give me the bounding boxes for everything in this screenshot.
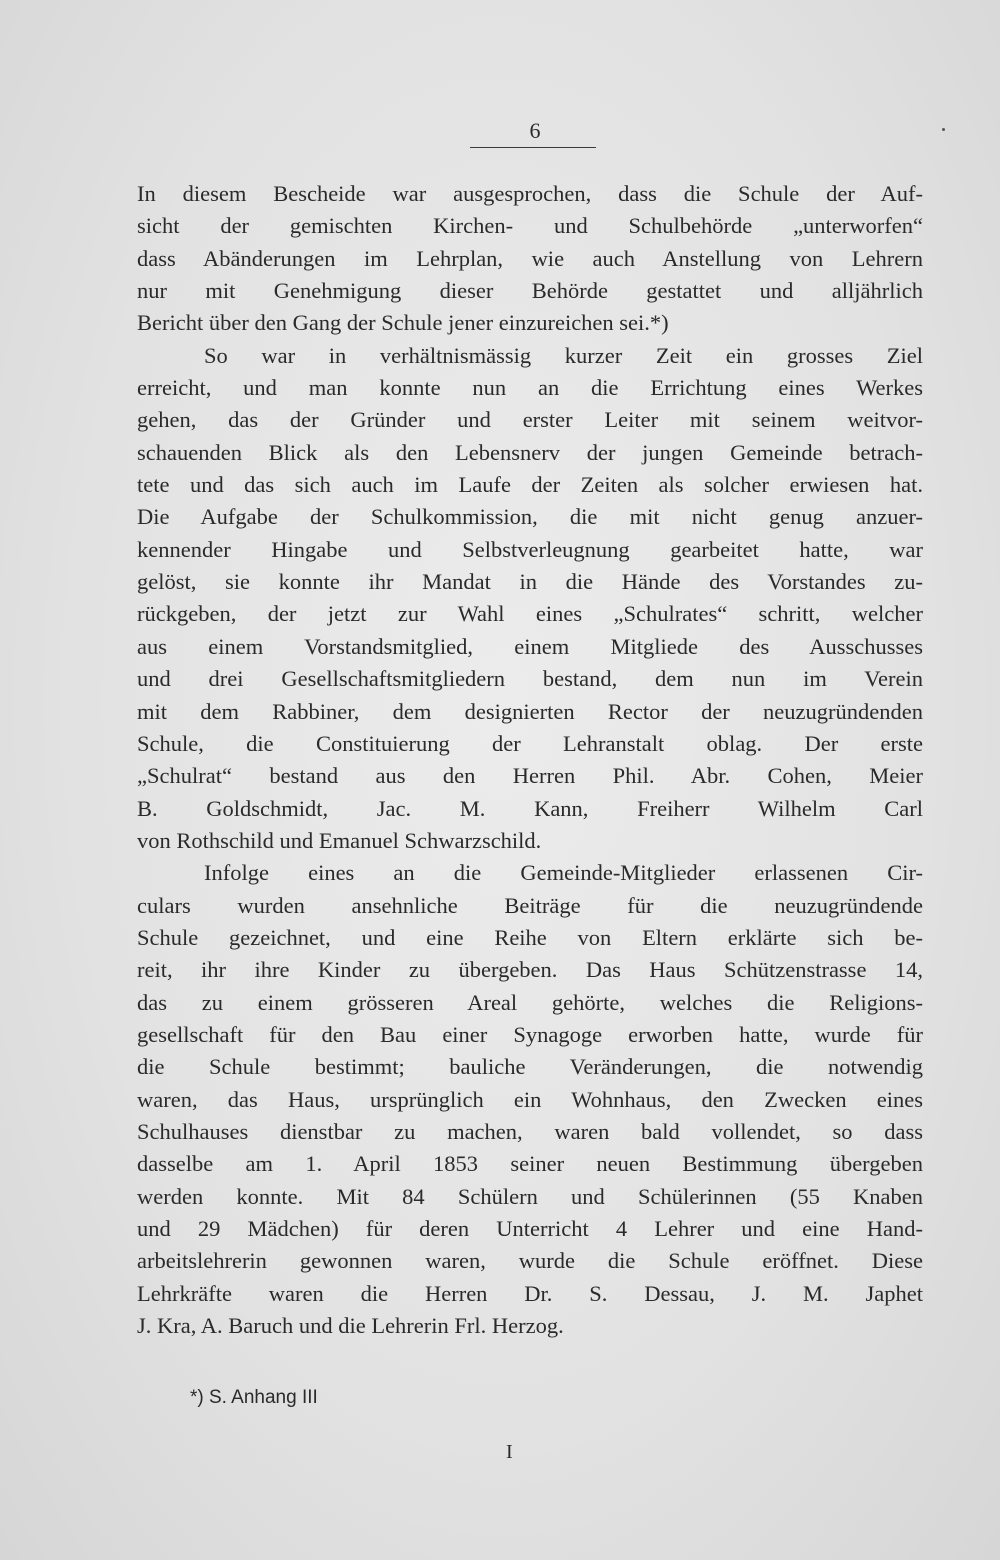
text-line: und 29 Mädchen) für deren Unterricht 4 Lehrer und eine Hand- xyxy=(137,1216,923,1241)
print-speck xyxy=(942,128,945,131)
text-line: und drei Gesellschaftsmitgliedern bestand, dem nun im Verein xyxy=(137,666,923,692)
text-line: mit dem Rabbiner, dem designierten Rector der neuzugründenden xyxy=(137,698,923,724)
text-line: dass Abänderungen im Lehrplan, wie auch Anstellung von Lehrern xyxy=(137,245,923,271)
text-line: die Schule bestimmt; bauliche Veränderungen, die notwendig xyxy=(137,1054,923,1080)
text-line: gelöst, sie konnte ihr Mandat in die Hände des Vorstandes zu- xyxy=(137,569,923,595)
text-line: Schulhauses dienstbar zu machen, waren bald vollendet, so dass xyxy=(137,1118,923,1144)
page-number: 6 xyxy=(529,118,541,143)
text-line: gesellschaft für den Bau einer Synagoge erworben hatte, wurde für xyxy=(137,1021,923,1047)
text-line: rückgeben, der jetzt zur Wahl eines „Schulrates“ schritt, welcher xyxy=(137,601,923,627)
text-line: „Schulrat“ bestand aus den Herren Phil. Abr. Cohen, Meier xyxy=(137,763,923,789)
text-line: Infolge eines an die Gemeinde-Mitglieder erlassenen Cir- xyxy=(204,860,923,886)
header-rule xyxy=(470,147,596,148)
text-line: culars wurden ansehnliche Beiträge für die neuzugründende xyxy=(137,892,923,918)
text-line: von Rothschild und Emanuel Schwarzschild. xyxy=(137,827,542,853)
text-line: J. Kra, A. Baruch und die Lehrerin Frl. Herzog. xyxy=(137,1313,564,1339)
text-line: schauenden Blick als den Lebensnerv der jungen Gemeinde betrach- xyxy=(137,439,923,465)
text-line: waren, das Haus, ursprünglich ein Wohnhaus, den Zwecken eines xyxy=(137,1086,923,1112)
text-line: reit, ihr ihre Kinder zu übergeben. Das Haus Schützenstrasse 14, xyxy=(137,957,923,983)
main-text xyxy=(137,178,923,1342)
text-line: tete und das sich auch im Laufe der Zeiten als solcher erwiesen hat. xyxy=(137,472,923,498)
text-line: nur mit Genehmigung dieser Behörde gestattet und alljährlich xyxy=(137,278,923,304)
text-line: B. Goldschmidt, Jac. M. Kann, Freiherr Wilhelm Carl xyxy=(137,795,923,821)
text-line: erreicht, und man konnte nun an die Errichtung eines Werkes xyxy=(137,375,923,401)
text-line: So war in verhältnismässig kurzer Zeit ein grosses Ziel xyxy=(204,342,923,368)
text-line: aus einem Vorstandsmitglied, einem Mitgliede des Ausschusses xyxy=(137,633,923,659)
text-line: Schule gezeichnet, und eine Reihe von Eltern erklärte sich be- xyxy=(137,924,923,950)
signature-mark: I xyxy=(506,1441,513,1463)
text-line: werden konnte. Mit 84 Schülern und Schülerinnen (55 Knaben xyxy=(137,1183,923,1209)
text-line: sicht der gemischten Kirchen- und Schulbehörde „unterworfen“ xyxy=(137,213,923,239)
text-line: Bericht über den Gang der Schule jener einzureichen sei.*) xyxy=(137,310,669,336)
text-line: In diesem Bescheide war ausgesprochen, dass die Schule der Auf- xyxy=(137,181,923,206)
text-line: Die Aufgabe der Schulkommission, die mit nicht genug anzuer- xyxy=(137,504,923,530)
text-line: dasselbe am 1. April 1853 seiner neuen Bestimmung übergeben xyxy=(137,1151,923,1177)
text-line: Lehrkräfte waren die Herren Dr. S. Dessau, J. M. Japhet xyxy=(137,1280,923,1306)
text-line: das zu einem grösseren Areal gehörte, welches die Religions- xyxy=(137,989,923,1015)
text-line: Schule, die Constituierung der Lehranstalt oblag. Der erste xyxy=(137,730,923,756)
text-line: arbeitslehrerin gewonnen waren, wurde die Schule eröffnet. Diese xyxy=(137,1248,923,1274)
text-line: gehen, das der Gründer und erster Leiter mit seinem weitvor- xyxy=(137,407,923,433)
footnote: *) S. Anhang III xyxy=(190,1387,318,1408)
text-line: kennender Hingabe und Selbstverleugnung gearbeitet hatte, war xyxy=(137,536,923,562)
